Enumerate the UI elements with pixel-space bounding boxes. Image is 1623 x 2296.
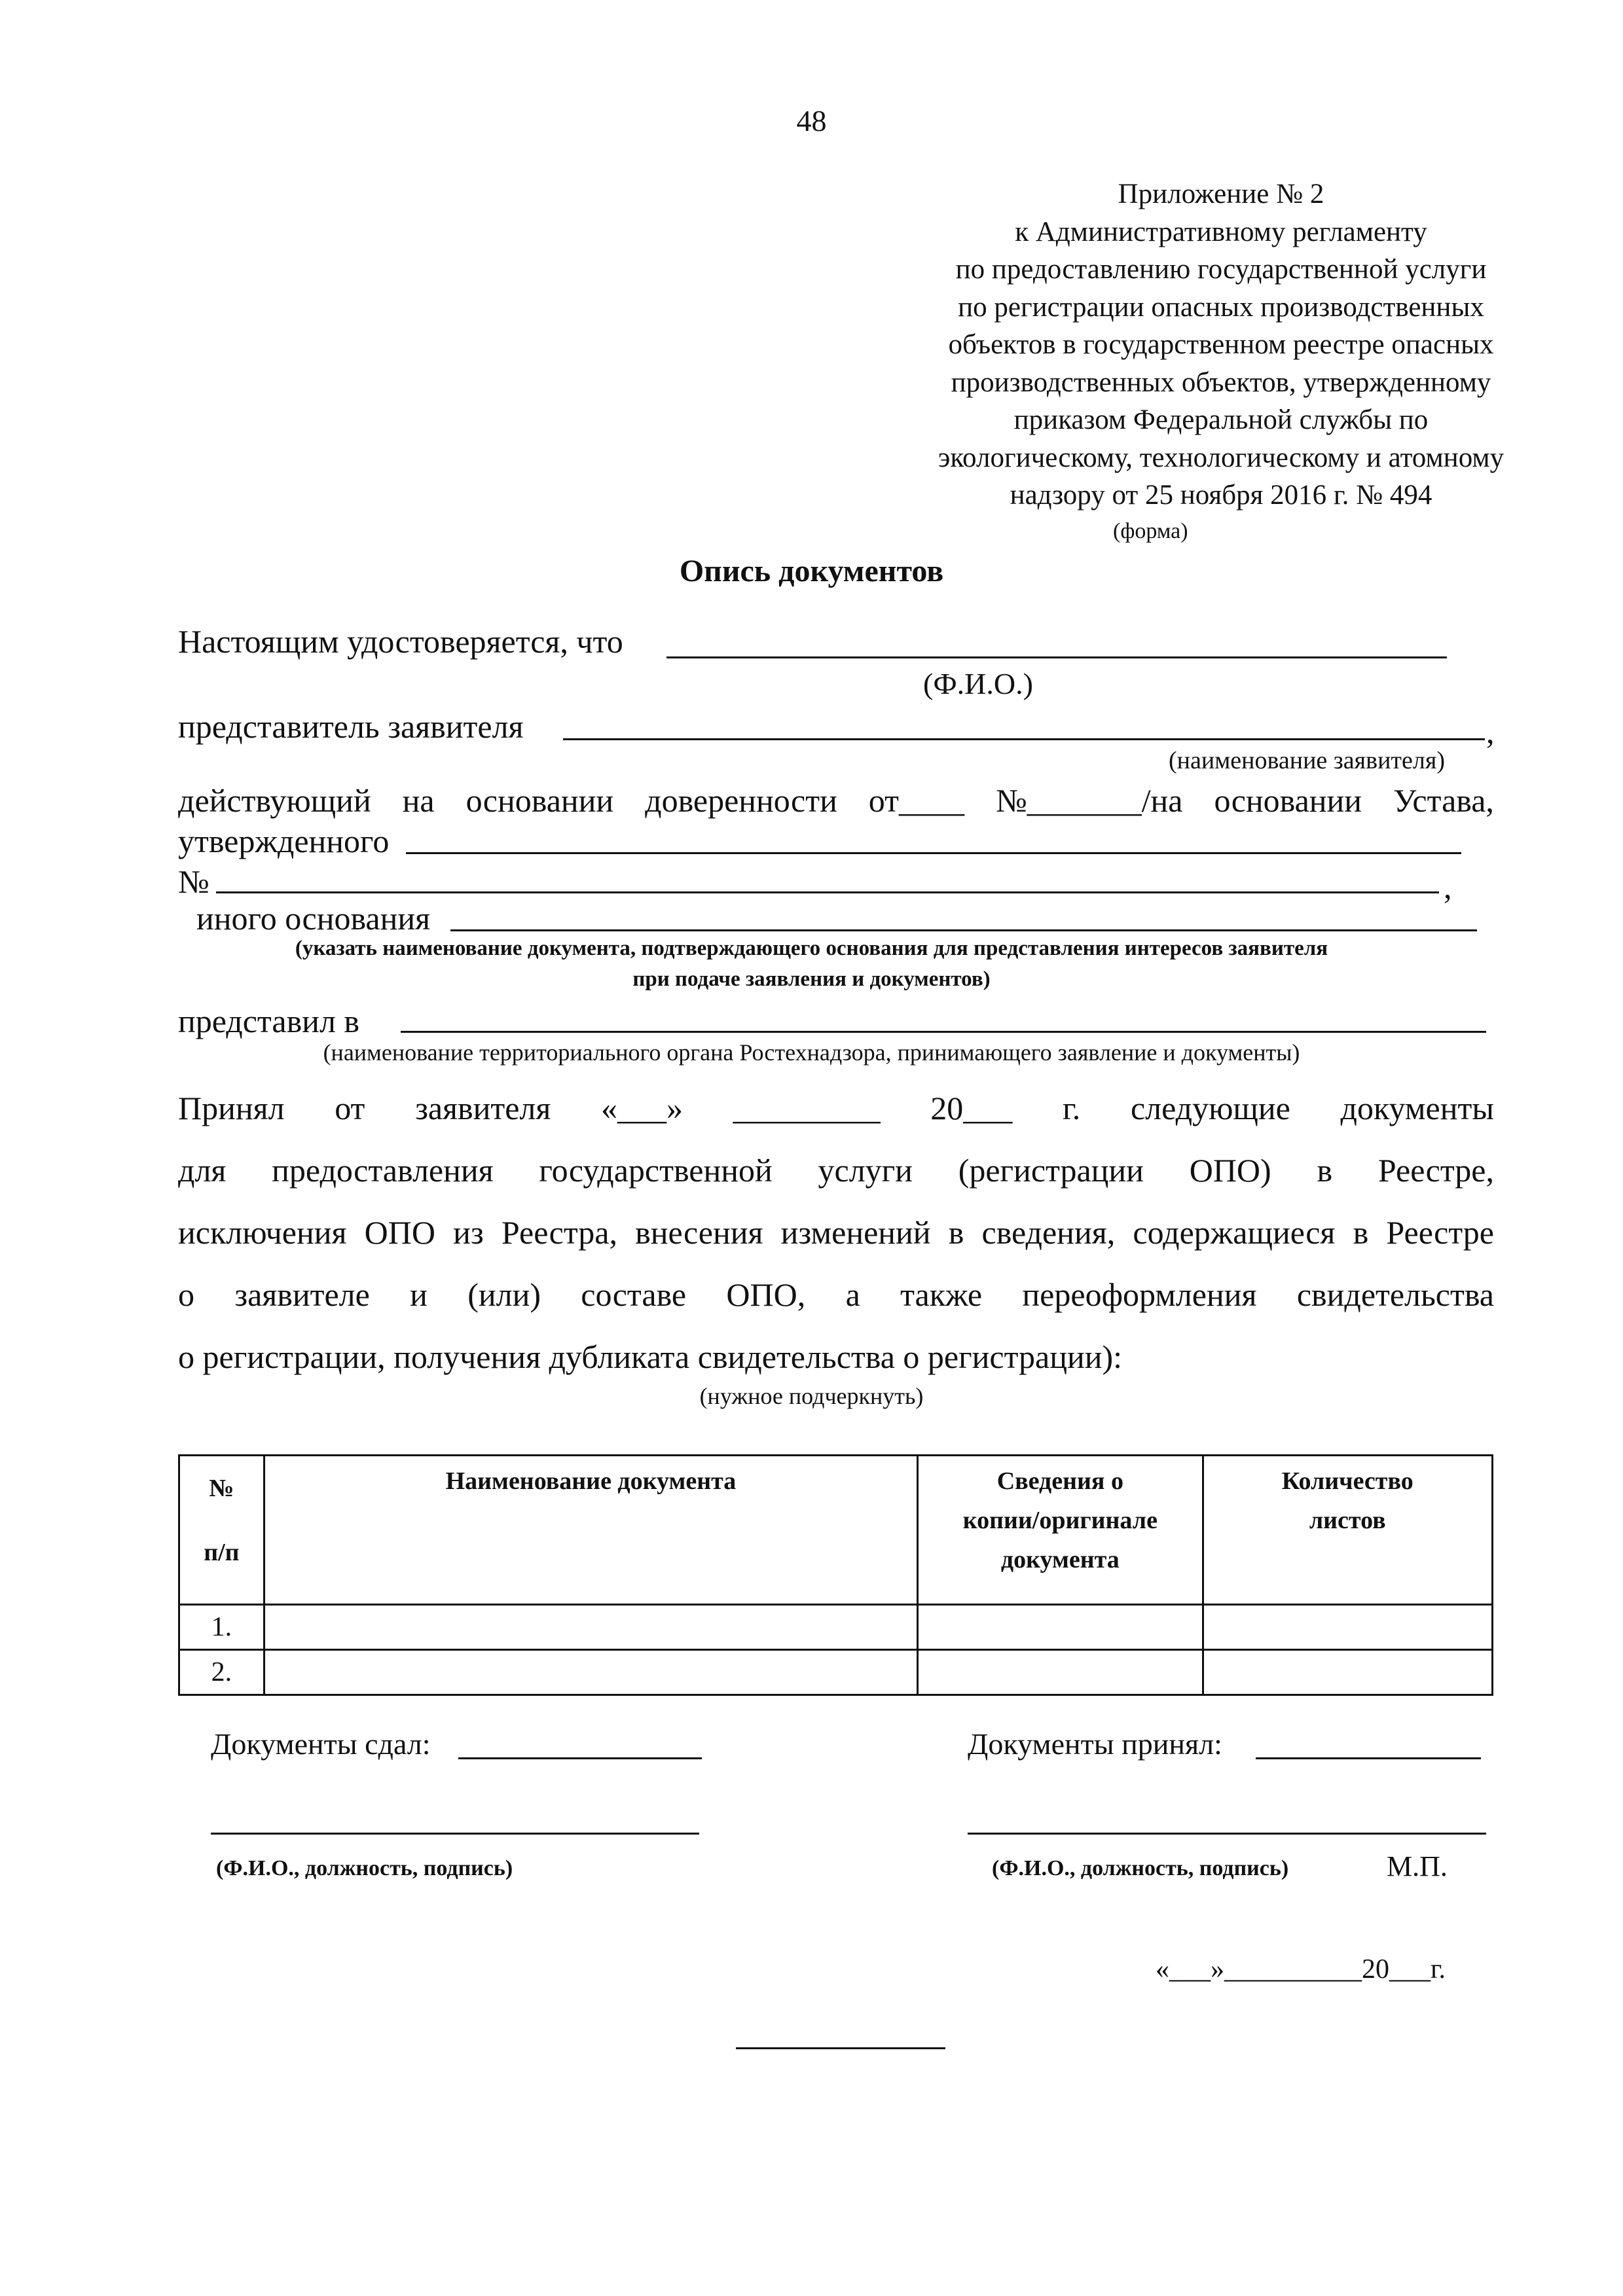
appendix-line: объектов в государственном реестре опасных — [948, 329, 1494, 360]
stamp-label: М.П. — [1387, 1850, 1448, 1882]
appendix-line: приказом Федеральной службы по — [1013, 404, 1429, 435]
handed-signature-field[interactable] — [458, 1757, 702, 1759]
date-field[interactable]: «___»__________20___г. — [1156, 1954, 1446, 1984]
submitted-to-label: представил в — [178, 1003, 360, 1039]
documents-table — [178, 1454, 1493, 1696]
accepted-word: от — [335, 1090, 365, 1126]
appendix-line: производственных объектов, утвержденному — [951, 367, 1491, 398]
accepted-label: Документы принял: — [968, 1727, 1222, 1761]
row-document-name[interactable] — [264, 1605, 917, 1650]
row-number: 1. — [179, 1605, 264, 1650]
header-document-name: Наименование документа — [264, 1456, 917, 1605]
header-copy-original: Сведения о копии/оригинале документа — [918, 1456, 1203, 1605]
other-basis-hint: (указать наименование документа, подтверждающего основания для представления интересов заявителя — [295, 937, 1328, 960]
authority-field[interactable] — [401, 1031, 1486, 1033]
comma: , — [1444, 869, 1452, 905]
other-basis-hint: при подаче заявления и документов) — [632, 967, 991, 991]
accepted-line — [178, 1092, 1494, 1124]
accepted-fio-field[interactable] — [968, 1833, 1486, 1835]
proxy-date-field[interactable]: от____ — [868, 782, 964, 819]
acting-word: на — [402, 782, 435, 819]
table-row — [179, 1605, 1493, 1650]
representative-label: представитель заявителя — [178, 708, 524, 745]
document-title: Опись документов — [679, 554, 944, 588]
acting-word: действующий — [178, 782, 371, 819]
comma: , — [1486, 713, 1495, 750]
acting-word: основании — [1214, 782, 1362, 819]
acting-word: Устава, — [1393, 782, 1494, 819]
accepted-word: Принял — [178, 1090, 285, 1126]
appendix-line: экологическому, технологическому и атомному — [938, 442, 1504, 473]
table-header-row — [179, 1456, 1493, 1605]
row-number: 2. — [179, 1650, 264, 1695]
acting-word: доверенности — [645, 782, 837, 819]
row-document-name[interactable] — [264, 1650, 917, 1695]
appendix-header — [851, 175, 1591, 514]
proxy-number-field[interactable]: №_______/на — [995, 782, 1183, 819]
applicant-name-hint: (наименование заявителя) — [1169, 747, 1445, 774]
row-copy-original[interactable] — [918, 1650, 1203, 1695]
purpose-line: для предоставления государственной услуги (регистрации ОПО) в Реестре, — [178, 1152, 1494, 1189]
appendix-line: по предоставлению государственной услуги — [955, 254, 1487, 285]
acting-basis-line — [178, 784, 1494, 817]
header-sheet-count: Количество листов — [1203, 1456, 1492, 1605]
accepted-word: следующие — [1130, 1090, 1290, 1126]
purpose-line: о заявителе и (или) составе ОПО, а также переоформления свидетельства — [178, 1276, 1494, 1313]
fio-field[interactable] — [666, 656, 1447, 658]
header-number: № п/п — [179, 1456, 264, 1605]
row-sheet-count[interactable] — [1203, 1605, 1492, 1650]
appendix-line: по регистрации опасных производственных — [958, 291, 1484, 323]
appendix-line: Приложение № 2 — [1118, 179, 1324, 209]
approved-label: утвержденного — [178, 823, 390, 859]
handed-fio-field[interactable] — [211, 1833, 699, 1835]
accepted-fio-hint: (Ф.И.О., должность, подпись) — [992, 1856, 1289, 1880]
handed-label: Документы сдал: — [211, 1727, 431, 1761]
table-row — [179, 1650, 1493, 1695]
row-sheet-count[interactable] — [1203, 1650, 1492, 1695]
underline-hint: (нужное подчеркнуть) — [699, 1383, 924, 1409]
certify-label: Настоящим удостоверяется, что — [178, 623, 623, 660]
purpose-line: о регистрации, получения дубликата свидетельства о регистрации): — [178, 1338, 1123, 1375]
approved-field[interactable] — [406, 852, 1461, 854]
appendix-line: надзору от 25 ноября 2016 г. № 494 — [1010, 480, 1432, 511]
page-number: 48 — [796, 104, 827, 137]
other-basis-label: иного основания — [196, 900, 431, 937]
accepted-word: документы — [1340, 1090, 1494, 1126]
fio-hint: (Ф.И.О.) — [923, 667, 1033, 700]
accepted-month-field[interactable]: _________ — [733, 1090, 881, 1126]
number-field[interactable] — [216, 891, 1439, 893]
accepted-day-field[interactable]: «___» — [601, 1090, 684, 1126]
handed-fio-hint: (Ф.И.О., должность, подпись) — [216, 1856, 513, 1880]
closing-divider — [736, 2047, 945, 2049]
row-copy-original[interactable] — [918, 1605, 1203, 1650]
accepted-word: заявителя — [415, 1090, 551, 1126]
applicant-name-field[interactable] — [563, 738, 1485, 740]
authority-hint: (наименование территориального органа Ростехнадзора, принимающего заявление и документы) — [323, 1039, 1300, 1066]
appendix-line: к Административному регламенту — [1015, 216, 1427, 247]
number-label: № — [178, 863, 210, 900]
purpose-line: исключения ОПО из Реестра, внесения изменений в сведения, содержащиеся в Реестре — [178, 1214, 1494, 1251]
accepted-signature-field[interactable] — [1256, 1757, 1481, 1759]
form-label: (форма) — [1113, 519, 1188, 543]
acting-word: основании — [465, 782, 614, 819]
accepted-word: г. — [1062, 1090, 1081, 1126]
other-basis-field[interactable] — [450, 929, 1477, 931]
accepted-year-field[interactable]: 20___ — [930, 1090, 1013, 1126]
